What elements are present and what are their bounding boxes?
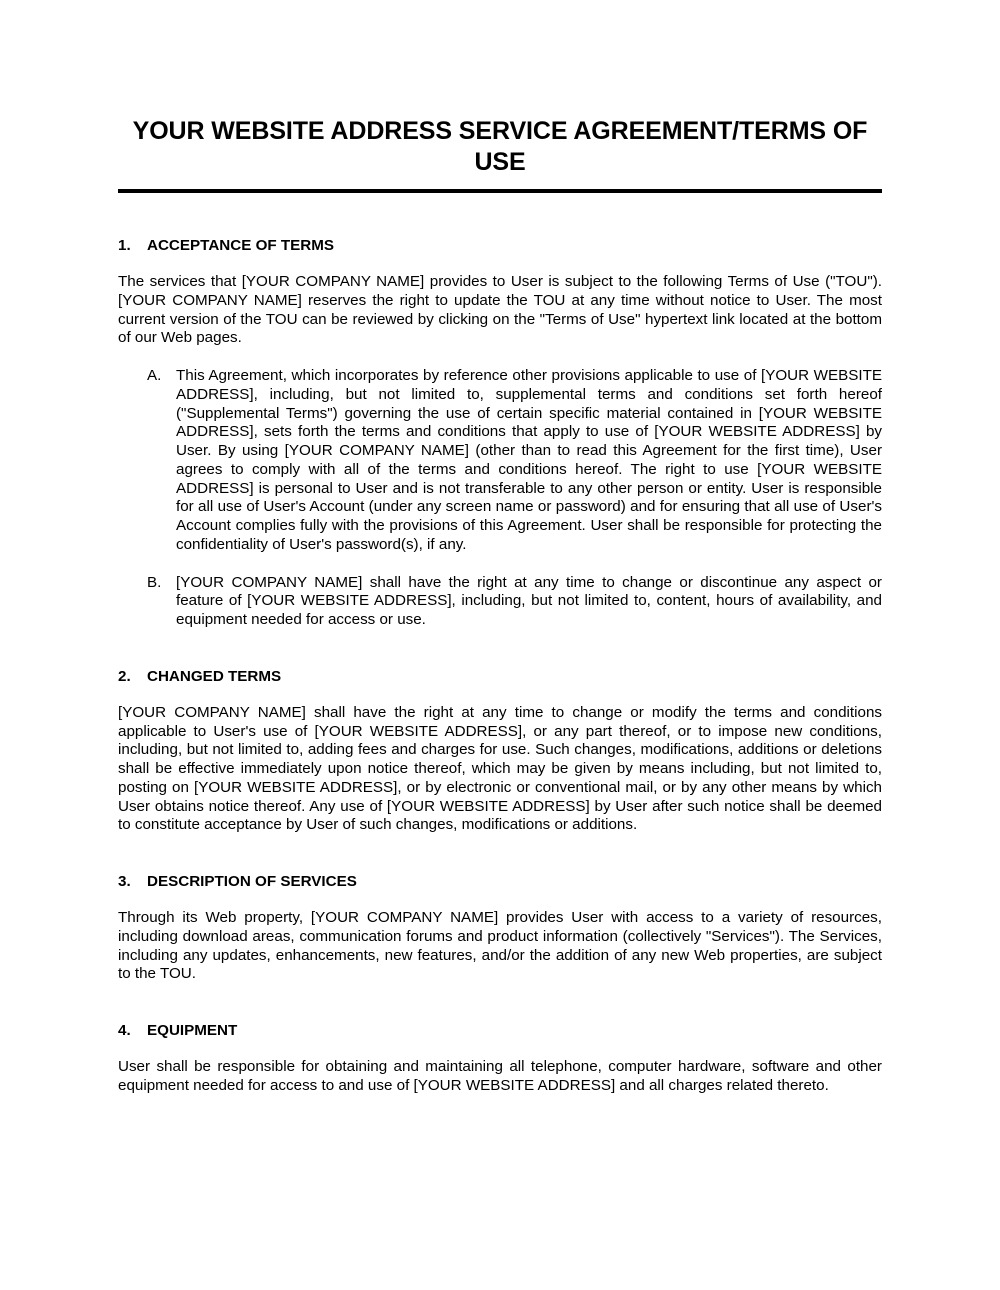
section-heading-changed-terms [118, 667, 882, 686]
section-heading-equipment [118, 1021, 882, 1040]
section-heading-text: ACCEPTANCE OF TERMS [147, 237, 335, 254]
section-heading-text: CHANGED TERMS [147, 667, 282, 685]
section-number: 4. [118, 1022, 131, 1039]
document-title: YOUR WEBSITE ADDRESS SERVICE AGREEMENT/TERMS OF USE [132, 117, 868, 176]
list-item-letter: A. [147, 367, 162, 384]
list-item-letter: B. [147, 573, 162, 591]
section-number: 2. [118, 667, 131, 685]
section-number: 1. [118, 237, 131, 254]
section-heading-acceptance [118, 236, 882, 255]
section-heading-text: EQUIPMENT [147, 1022, 238, 1039]
section-heading-text: DESCRIPTION OF SERVICES [147, 873, 357, 890]
section-body-description-of-services: Through its Web property, [YOUR COMPANY NAME] provides User with access to a variety of resources, including download areas, communication forums and product information (collectively "Services"). The Services, including any updates, enhancements, new features, and/or the addition of any new Web properties, are subject to the TOU. [118, 909, 882, 983]
section-body-changed-terms: [YOUR COMPANY NAME] shall have the right at any time to change or modify the terms and conditions applicable to User's use of [YOUR WEBSITE ADDRESS], or any part thereof, or to impose new conditions, including, but not limited to, adding fees and charges for use. Such changes, modifications, additions or deletions shall be effective immediately upon notice thereof, which may be given by means including, but not limited to, posting on [YOUR WEBSITE ADDRESS], or by electronic or conventional mail, or by any other means by which User obtains notice thereof. Any use of [YOUR WEBSITE ADDRESS] by User after such notice shall be deemed to constitute acceptance by User of such changes, modifications or additions. [118, 703, 882, 834]
section-number: 3. [118, 873, 131, 890]
list-item-a [147, 367, 882, 555]
section-heading-description-of-services [118, 872, 882, 891]
list-item-b [147, 574, 882, 630]
title-divider [118, 189, 882, 193]
section-body-equipment: User shall be responsible for obtaining and maintaining all telephone, computer hardware, software and other equipment needed for access to and use of [YOUR WEBSITE ADDRESS] and all charges related thereto. [118, 1058, 882, 1094]
section-body-acceptance: The services that [YOUR COMPANY NAME] provides to User is subject to the following Terms of Use ("TOU"). [YOUR COMPANY NAME] reserves the right to update the TOU at any time without notice to User. The most current version of the TOU can be reviewed by clicking on the "Terms of Use" hypertext link located at the bottom of our Web pages. [118, 273, 882, 347]
list-item-text: This Agreement, which incorporates by reference other provisions applicable to use of [YOUR WEBSITE ADDRESS], including, but not limited to, supplemental terms and conditions set forth hereof ("Supplemental Terms") governing the use of certain specific material contained in [YOUR WEBSITE ADDRESS], sets forth the terms and conditions that apply to use of [YOUR WEBSITE ADDRESS] by User. By using [YOUR COMPANY NAME] (other than to read this Agreement for the first time), User agrees to comply with all of the terms and conditions hereof. The right to use [YOUR WEBSITE ADDRESS] is personal to User and is not transferable to any other person or entity. User is responsible for all use of User's Account (under any screen name or password) and for ensuring that all use of User's Account complies fully with the provisions of this Agreement. User shall be responsible for protecting the confidentiality of User's password(s), if any. [176, 367, 882, 553]
list-item-text: [YOUR COMPANY NAME] shall have the right at any time to change or discontinue any aspect or feature of [YOUR WEBSITE ADDRESS], including, but not limited to, content, hours of availability, and equipment needed for access or use. [176, 573, 882, 628]
document-page [118, 0, 882, 1096]
